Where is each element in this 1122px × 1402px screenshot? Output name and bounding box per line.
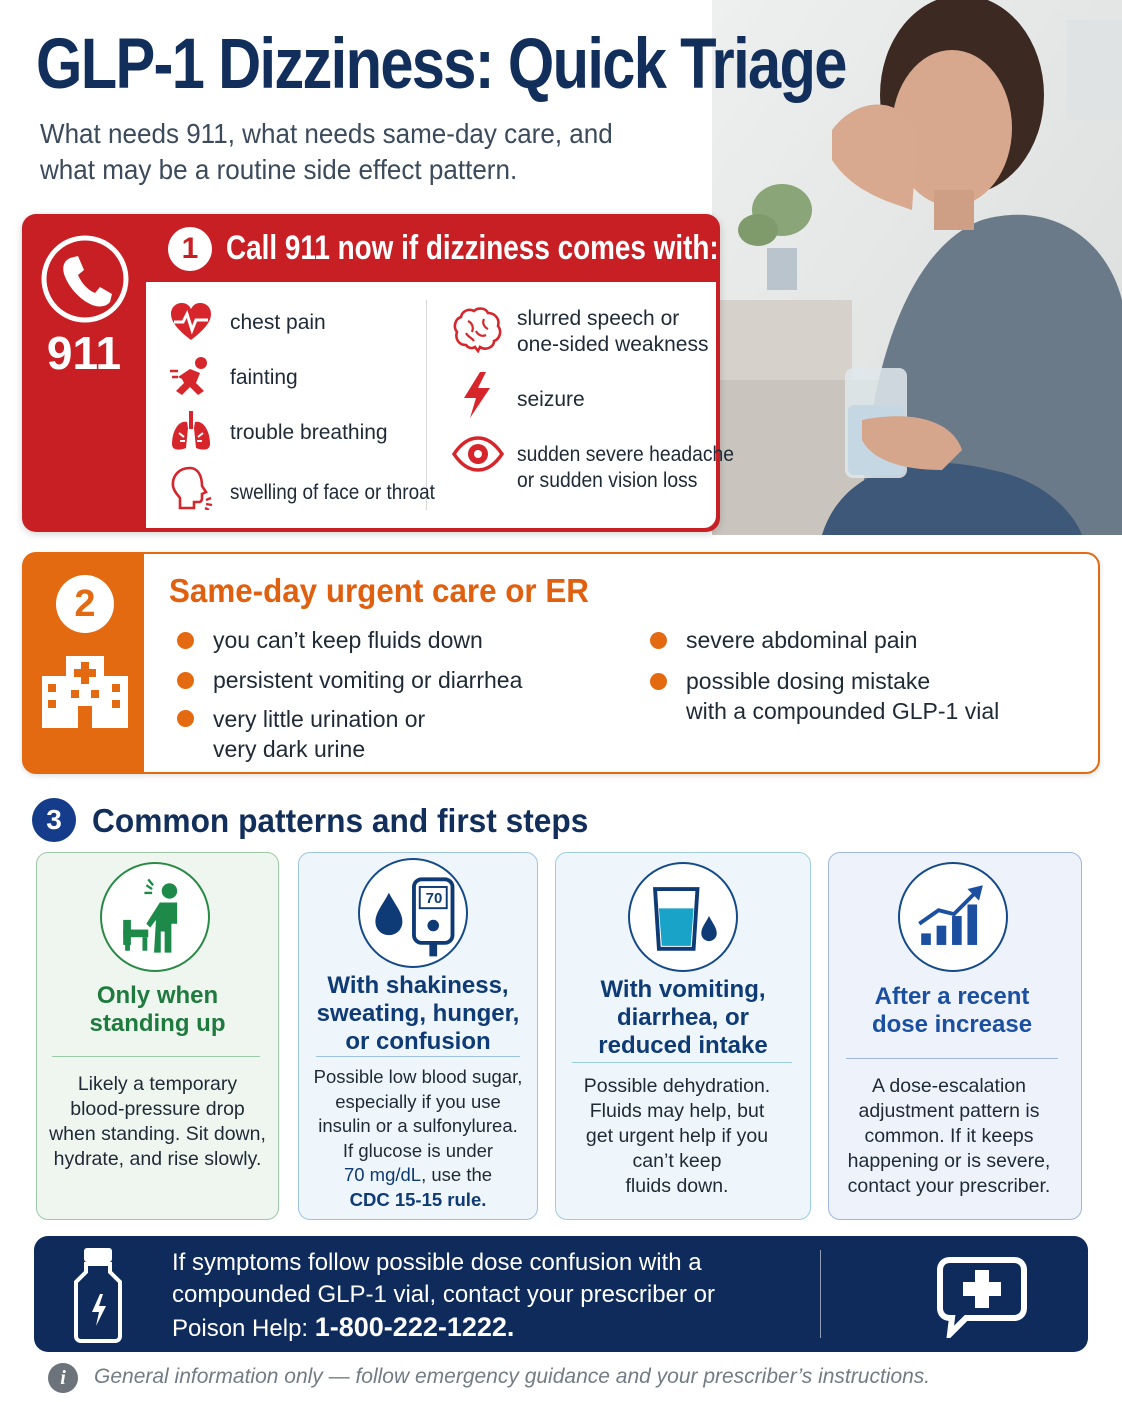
card-line: [302, 1163, 534, 1188]
symptom-label: [517, 306, 708, 358]
card-line: blood-pressure drop: [70, 1098, 245, 1120]
banner-line-prefix: Poison Help:: [172, 1315, 315, 1342]
card-title-line: With shakiness,: [327, 972, 509, 999]
symptom-label: chest pain: [230, 311, 326, 334]
card-line: can’t keep: [632, 1150, 722, 1172]
card-title-line: standing up: [89, 1010, 226, 1037]
eye-icon: [452, 434, 504, 474]
page-subtitle: [40, 116, 635, 188]
card-line: If glucose is under: [342, 1139, 494, 1161]
urgent-item-line: very little urination or: [213, 706, 426, 732]
symptom-line: sudden severe headache: [517, 443, 734, 466]
card-title-line: or confusion: [345, 1028, 491, 1055]
banner-message: [172, 1247, 792, 1345]
card-line: A dose-escalation: [872, 1075, 1026, 1097]
bullet-dot: [177, 672, 194, 689]
lightning-bolt-icon: [456, 370, 496, 420]
bullet-dot: [177, 632, 194, 649]
medical-chat-icon: [936, 1256, 1028, 1338]
card-title: [832, 983, 1072, 1039]
urgent-item-line: very dark urine: [213, 736, 366, 762]
urgent-item-line: with a compounded GLP-1 vial: [686, 698, 1000, 724]
symptom-label: seizure: [517, 388, 585, 411]
symptom-label: [517, 442, 734, 494]
card-line: common. If it keeps: [864, 1125, 1034, 1147]
card-line: insulin or a sulfonylurea.: [318, 1115, 518, 1136]
symptom-label: trouble breathing: [230, 421, 388, 444]
urgent-item: [213, 704, 425, 764]
cdc-rule-text: CDC 15-15 rule.: [349, 1188, 487, 1210]
card-line: happening or is severe,: [847, 1150, 1051, 1172]
poison-help-phone[interactable]: 1-800-222-1222.: [314, 1312, 515, 1342]
urgent-item: you can’t keep fluids down: [213, 627, 483, 653]
urgent-item: severe abdominal pain: [686, 627, 918, 653]
card-title-line: dose increase: [871, 1011, 1033, 1038]
phone-icon: [40, 234, 130, 324]
subtitle-line: What needs 911, what needs same-day care, and: [40, 118, 613, 149]
card-line: get urgent help if you: [585, 1125, 769, 1147]
banner-line: [172, 1311, 792, 1345]
card-line: Fluids may help, but: [589, 1100, 765, 1122]
banner-line: compounded GLP-1 vial, contact your prescriber or: [172, 1281, 715, 1308]
card-title-line: reduced intake: [598, 1032, 768, 1059]
card-divider: [52, 1056, 260, 1057]
card-body: [559, 1074, 795, 1199]
card-line: Possible low blood sugar,: [313, 1066, 523, 1087]
brain-icon: [452, 305, 504, 353]
card-line: Likely a temporary: [77, 1073, 238, 1095]
info-icon: i: [48, 1363, 78, 1393]
card-body: [302, 1065, 534, 1212]
card-title-line: With vomiting,: [600, 976, 766, 1003]
card-line: fluids down.: [625, 1175, 729, 1197]
banner-line: If symptoms follow possible dose confusion with a: [172, 1249, 702, 1276]
symptom-label: swelling of face or throat: [230, 481, 435, 504]
card-icon-wrap: [628, 862, 738, 972]
symptom-line: one-sided weakness: [517, 333, 709, 356]
card-line: adjustment pattern is: [858, 1100, 1040, 1122]
section-number-badge: 2: [56, 575, 114, 633]
card-divider: [316, 1056, 520, 1057]
card-title-line: sweating, hunger,: [316, 1000, 520, 1027]
symptom-label: fainting: [230, 366, 298, 389]
card-title: [559, 976, 807, 1060]
card-body: [42, 1072, 273, 1172]
bullet-dot: [650, 673, 667, 690]
section-heading: Call 911 now if dizziness comes with:: [226, 229, 719, 267]
section-heading: Same-day urgent care or ER: [169, 572, 589, 609]
symptom-line: slurred speech or: [517, 307, 680, 330]
card-title-line: After a recent: [874, 983, 1030, 1010]
fainting-person-icon: [168, 355, 214, 401]
card-divider: [572, 1062, 792, 1063]
bullet-dot: [650, 632, 667, 649]
urgent-item: [686, 666, 999, 726]
card-title-line: diarrhea, or: [616, 1004, 750, 1031]
card-line: contact your prescriber.: [847, 1175, 1051, 1197]
rising-chart-icon: [900, 864, 1006, 970]
water-glass-icon: [630, 864, 736, 970]
column-divider: [426, 300, 427, 510]
card-icon-wrap: [898, 862, 1008, 972]
face-swelling-icon: [168, 464, 214, 510]
urgent-item-line: possible dosing mistake: [686, 668, 931, 694]
card-body: [832, 1074, 1066, 1199]
card-title: [302, 972, 534, 1056]
card-line: when standing. Sit down,: [49, 1123, 266, 1145]
banner-divider: [820, 1250, 821, 1338]
card-title-line: Only when: [96, 982, 219, 1009]
bullet-dot: [177, 710, 194, 727]
section-number-badge: 1: [168, 227, 212, 271]
hospital-icon: [40, 650, 130, 728]
card-icon-wrap: [358, 858, 468, 968]
card-title: [40, 982, 275, 1038]
glucose-threshold: 70 mg/dL: [343, 1164, 422, 1185]
disclaimer-text: General information only — follow emergency guidance and your prescriber’s instructions.: [94, 1365, 931, 1388]
badge-911: 911: [46, 327, 122, 379]
card-divider: [846, 1058, 1058, 1059]
card-icon-wrap: [100, 862, 210, 972]
medicine-vial-icon: [70, 1244, 126, 1344]
page-title: GLP-1 Dizziness: Quick Triage: [36, 25, 846, 104]
card-line-suffix: , use the: [421, 1164, 493, 1185]
card-line: especially if you use: [335, 1090, 501, 1112]
meter-readout: 70: [425, 890, 443, 907]
section-number-badge: 3: [32, 798, 76, 842]
card-line: Possible dehydration.: [583, 1075, 771, 1097]
urgent-item: persistent vomiting or diarrhea: [213, 667, 523, 693]
lungs-icon: [168, 408, 214, 454]
subtitle-line: what may be a routine side effect pattern.: [40, 154, 518, 185]
card-line: hydrate, and rise slowly.: [53, 1148, 262, 1170]
symptom-line: or sudden vision loss: [517, 469, 698, 492]
standing-up-icon: [102, 864, 208, 970]
glucose-meter-icon: [360, 860, 466, 966]
heart-pulse-icon: [168, 300, 214, 346]
section-heading: Common patterns and first steps: [92, 802, 589, 839]
